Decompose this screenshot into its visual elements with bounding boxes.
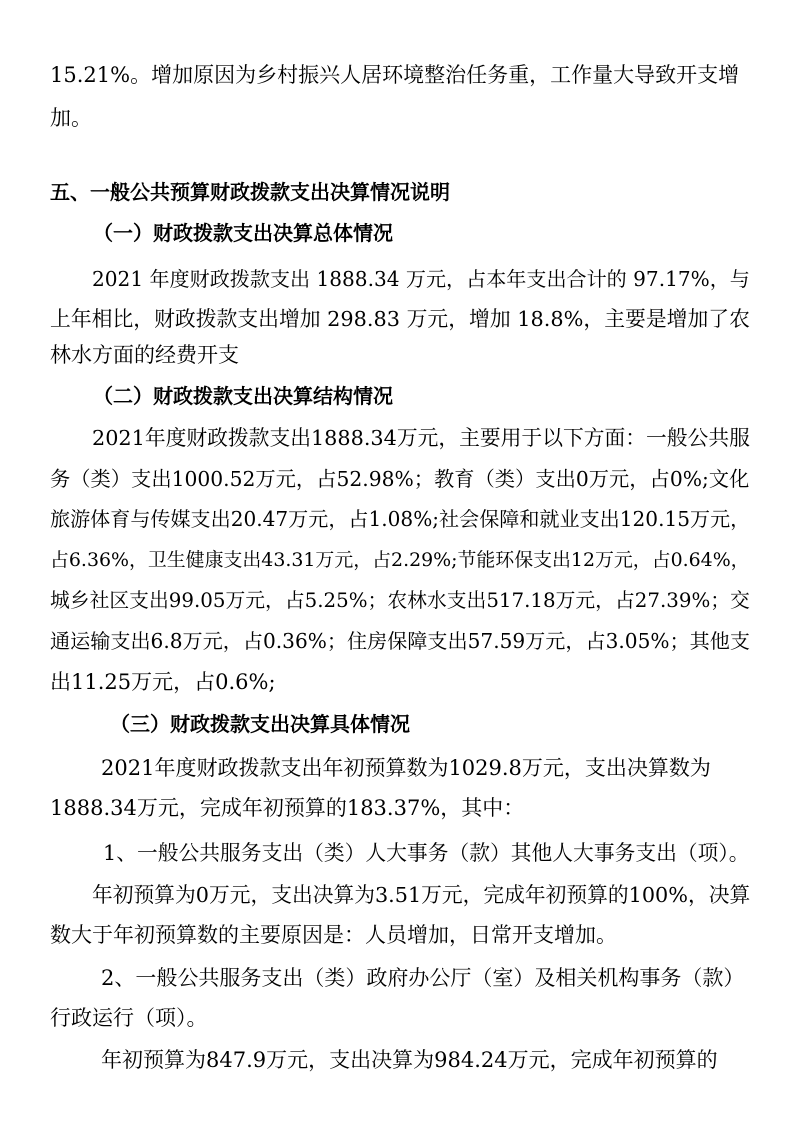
- text-line: 上年相比，财政拨款支出增加 298.83 万元，增加 18.8%，主要是增加了农: [50, 307, 750, 331]
- text-line: 林水方面的经费开支: [50, 343, 239, 367]
- text-line: 行政运行（项）。: [50, 1006, 208, 1030]
- text-line: 数大于年初预算数的主要原因是：人员增加，日常开支增加。: [50, 923, 617, 947]
- text-line: 2021 年度财政拨款支出 1888.34 万元，占本年支出合计的 97.17%，与: [92, 267, 750, 291]
- subsection-heading: （二）财政拨款支出决算结构情况: [93, 384, 393, 408]
- text-line: 占6.36%，卫生健康支出43.31万元，占2.29%;节能环保支出12万元，占0.64%，: [50, 549, 750, 571]
- section-heading: 五、一般公共预算财政拨款支出决算情况说明: [50, 180, 450, 204]
- text-line: 年初预算为847.9万元，支出决算为984.24万元，完成年初预算的: [101, 1048, 718, 1072]
- subsection-heading: （三）财政拨款支出决算具体情况: [110, 712, 410, 736]
- text-line: 加。: [50, 106, 92, 130]
- text-line: 2、一般公共服务支出（类）政府办公厅（室）及相关机构事务（款）: [101, 966, 745, 990]
- text-line: 务（类）支出1000.52万元，占52.98%；教育（类）支出0万元，占0%;文化: [50, 467, 750, 491]
- text-line: 2021年度财政拨款支出1888.34万元，主要用于以下方面：一般公共服: [92, 426, 750, 450]
- text-line: 出11.25万元，占0.6%;: [50, 670, 276, 694]
- text-line: 城乡社区支出99.05万元，占5.25%；农林水支出517.18万元，占27.39%；交: [50, 589, 750, 612]
- subsection-heading: （一）财政拨款支出决算总体情况: [93, 221, 393, 245]
- text-line: 年初预算为0万元，支出决算为3.51万元，完成年初预算的100%，决算: [92, 883, 751, 907]
- text-line: 15.21%。增加原因为乡村振兴人居环境整治任务重，工作量大导致开支增: [50, 63, 740, 87]
- text-line: 2021年度财政拨款支出年初预算数为1029.8万元，支出决算数为: [101, 756, 711, 780]
- text-line: 1888.34万元，完成年初预算的183.37%，其中：: [50, 796, 525, 820]
- text-line: 通运输支出6.8万元，占0.36%；住房保障支出57.59万元，占3.05%；其他支: [50, 629, 750, 653]
- text-line: 旅游体育与传媒支出20.47万元，占1.08%;社会保障和就业支出120.15万元，: [50, 507, 751, 531]
- text-line: 1、一般公共服务支出（类）人大事务（款）其他人大事务支出（项）。: [103, 841, 750, 865]
